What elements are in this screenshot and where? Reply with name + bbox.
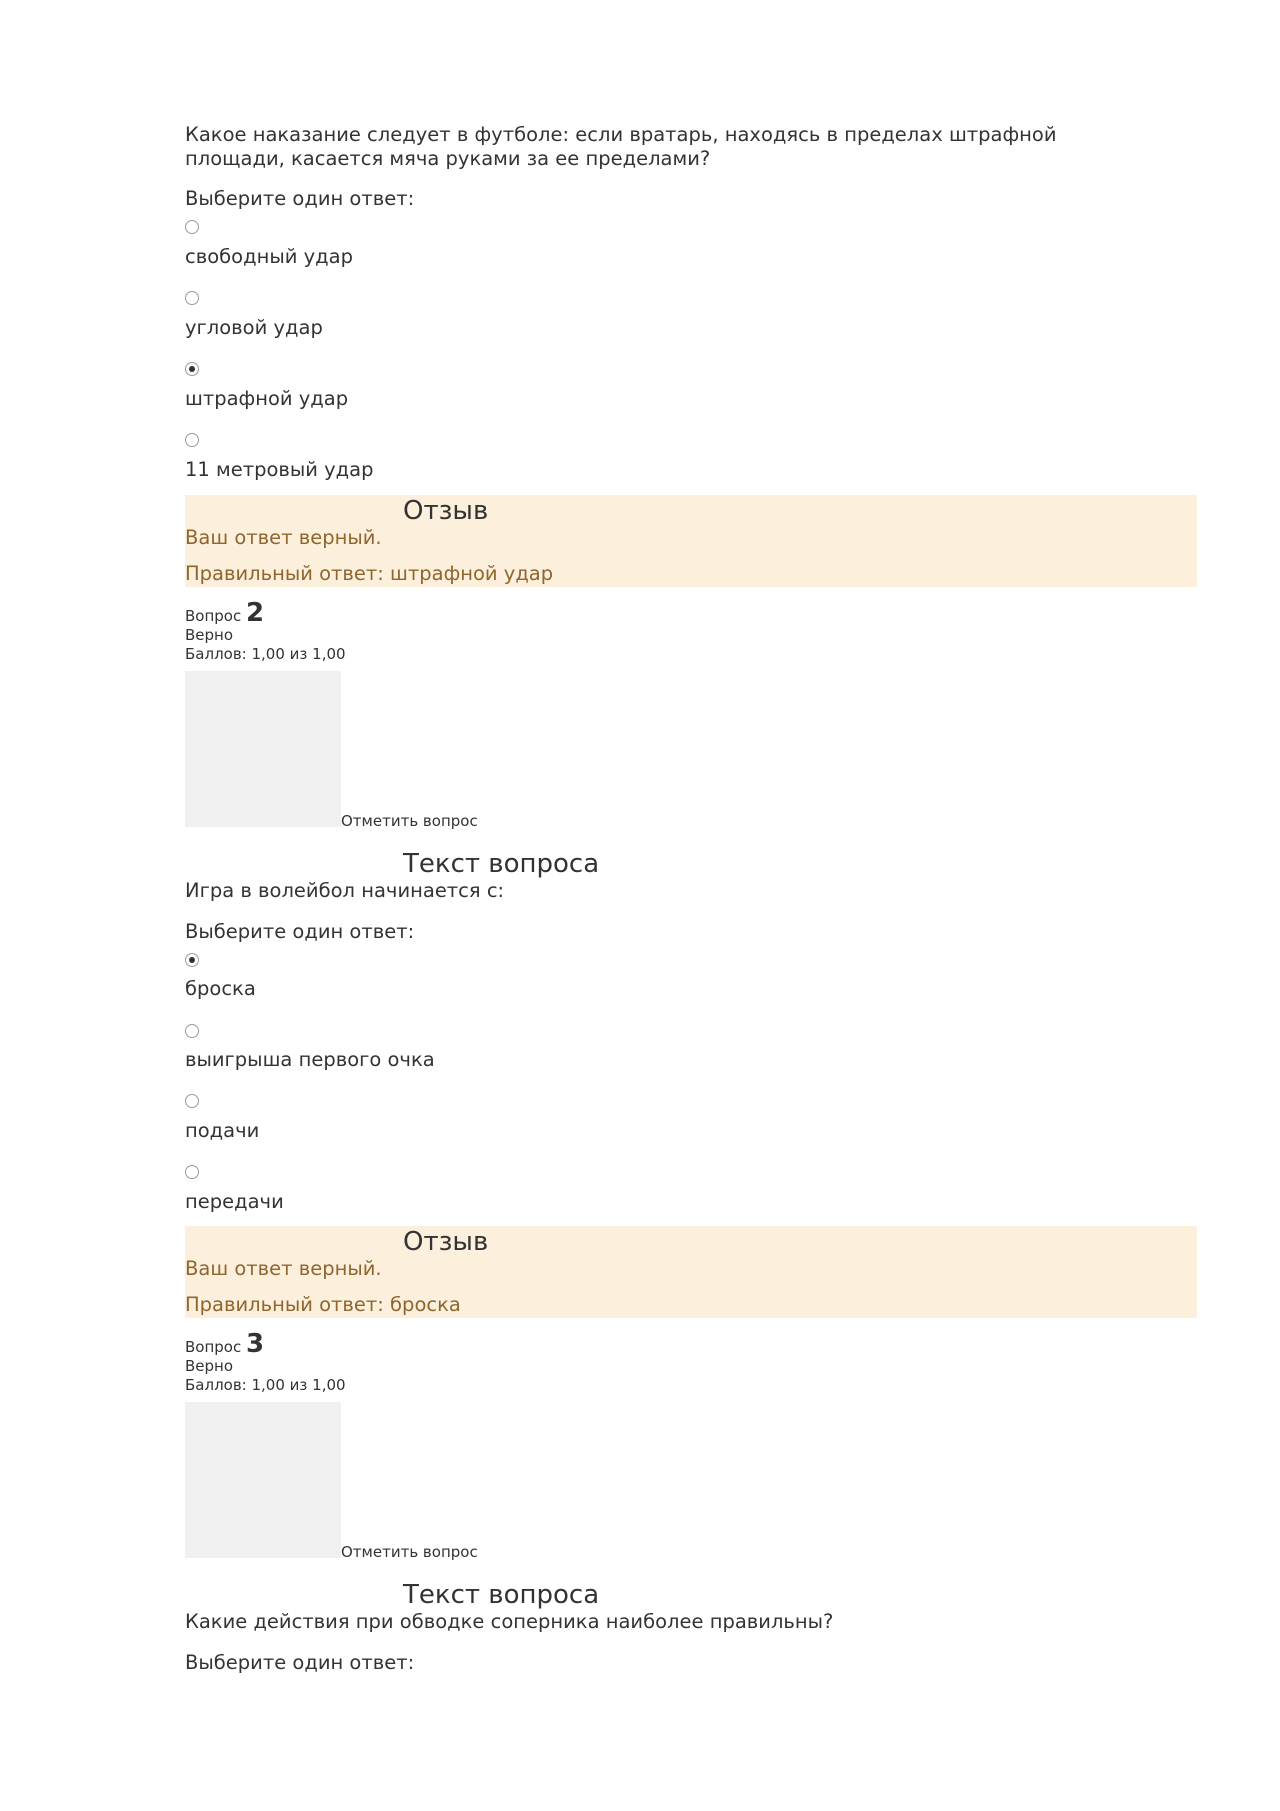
q1-option-1-label[interactable]: свободный удар <box>185 245 353 268</box>
question-number: 3 <box>246 1329 265 1359</box>
question-score: Баллов: 1,00 из 1,00 <box>185 645 346 663</box>
q2-option-4-radio[interactable] <box>185 1165 199 1179</box>
question-3-text: Какие действия при обводке соперника наиболее правильны? <box>185 1610 834 1633</box>
question-2-section-heading: Текст вопроса <box>403 849 600 879</box>
q2-option-4-label[interactable]: передачи <box>185 1190 284 1213</box>
feedback-correct-answer: Правильный ответ: штрафной удар <box>185 562 554 585</box>
q2-option-3-radio[interactable] <box>185 1094 199 1108</box>
q1-option-4-radio[interactable] <box>185 433 199 447</box>
question-1-prompt: Выберите один ответ: <box>185 187 415 210</box>
question-1-text-line2: площади, касается мяча руками за ее пределами? <box>185 147 711 170</box>
feedback-title: Отзыв <box>403 1227 489 1257</box>
q2-option-1-label[interactable]: броска <box>185 977 256 1000</box>
q1-option-1-radio[interactable] <box>185 220 199 234</box>
question-label: Вопрос <box>185 1338 242 1356</box>
question-2-prompt: Выберите один ответ: <box>185 920 415 943</box>
question-score: Баллов: 1,00 из 1,00 <box>185 1376 346 1394</box>
question-3-flag-link[interactable]: Отметить вопрос <box>341 1543 478 1561</box>
q1-option-3-label[interactable]: штрафной удар <box>185 387 349 410</box>
q1-option-4-label[interactable]: 11 метровый удар <box>185 458 374 481</box>
q2-option-1-radio[interactable] <box>185 953 199 967</box>
question-1-text <box>185 123 1057 171</box>
question-3-prompt: Выберите один ответ: <box>185 1651 415 1674</box>
question-2-feedback <box>185 1226 1197 1318</box>
question-2-flag-link[interactable]: Отметить вопрос <box>341 812 478 830</box>
feedback-title: Отзыв <box>403 496 489 526</box>
question-label: Вопрос <box>185 607 242 625</box>
q1-option-2-label[interactable]: угловой удар <box>185 316 323 339</box>
q2-option-2-radio[interactable] <box>185 1024 199 1038</box>
q1-option-3-radio[interactable] <box>185 362 199 376</box>
question-2-info <box>185 598 346 664</box>
question-state: Верно <box>185 1357 234 1375</box>
question-3-info <box>185 1329 346 1395</box>
question-3-flag-box <box>185 1402 341 1558</box>
question-1-text-line1: Какое наказание следует в футболе: если вратарь, находясь в пределах штрафной <box>185 123 1057 146</box>
q1-option-2-radio[interactable] <box>185 291 199 305</box>
feedback-verdict: Ваш ответ верный. <box>185 526 382 549</box>
question-number: 2 <box>246 598 265 628</box>
q2-option-2-label[interactable]: выигрыша первого очка <box>185 1048 435 1071</box>
question-1-feedback <box>185 495 1197 587</box>
feedback-verdict: Ваш ответ верный. <box>185 1257 382 1280</box>
question-state: Верно <box>185 626 234 644</box>
q2-option-3-label[interactable]: подачи <box>185 1119 260 1142</box>
question-2-text: Игра в волейбол начинается с: <box>185 879 505 902</box>
question-2-flag-box <box>185 671 341 827</box>
feedback-correct-answer: Правильный ответ: броска <box>185 1293 461 1316</box>
question-3-section-heading: Текст вопроса <box>403 1580 600 1610</box>
